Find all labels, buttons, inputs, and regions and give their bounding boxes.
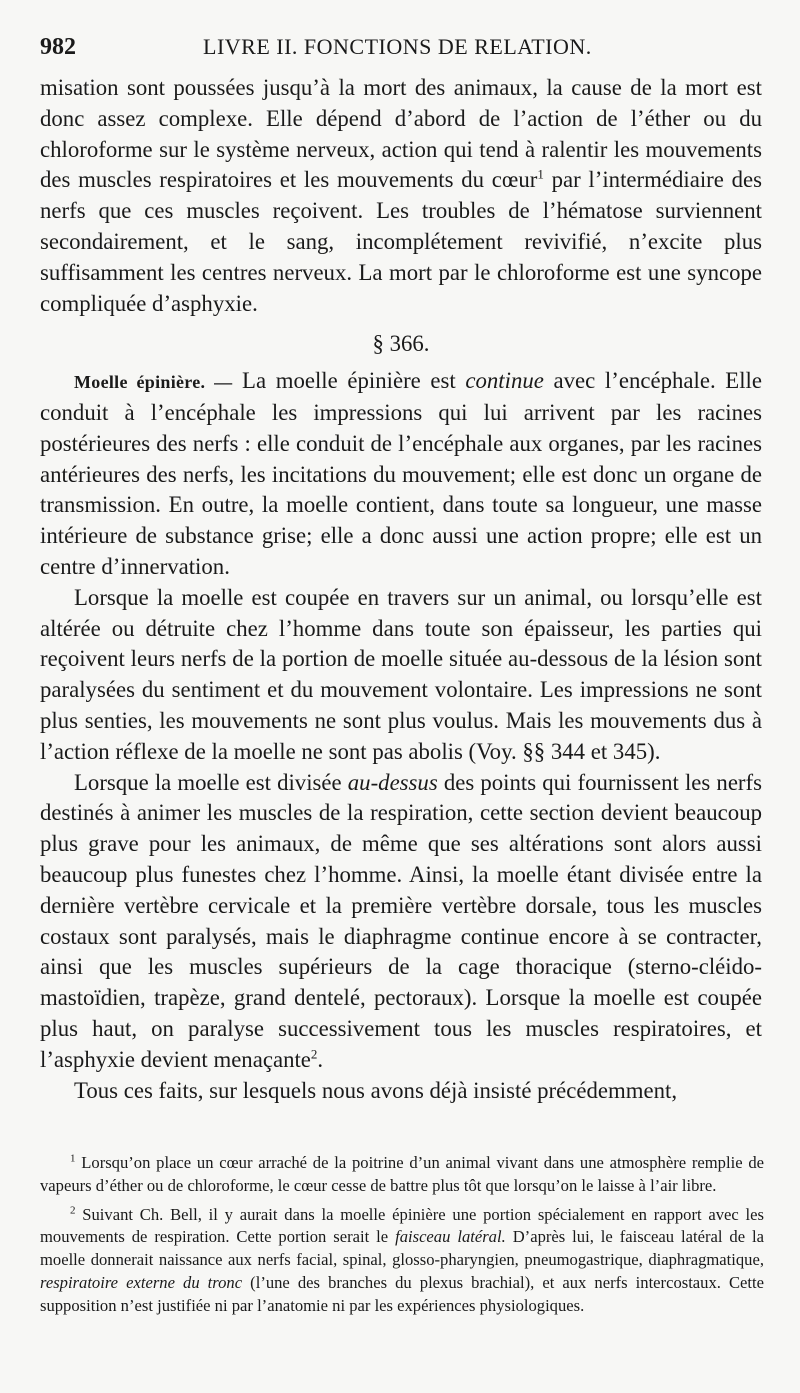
emphasis: continue [465, 368, 544, 394]
footnote-2 [40, 1204, 764, 1318]
paragraph-text: avec l’encéphale. Elle conduit à l’encéphale les impressions qui lui arrivent par les racines postérieures des nerfs : elle conduit de l’encéphale aux organes, par les racines antérieures des nerfs, les incitations du mouvement; elle est donc un organe de transmission. En outre, la moelle contient, dans toute sa longueur, une masse intérieure de substance grise; elle a donc aussi une action propre; elle est un centre d’innervation. [40, 368, 763, 579]
footnote-ref[interactable]: 1 [537, 166, 544, 182]
footnote-marker: 1 [70, 1152, 76, 1165]
running-title: LIVRE II. FONCTIONS DE RELATION. [203, 34, 592, 59]
paragraph-text: Lorsque la moelle est divisée [74, 769, 348, 795]
footnotes [40, 1152, 764, 1318]
footnote-text: D’après lui, le faisceau latéral de la moelle donnerait naissance aux nerfs facial, spinal, glosso-pharyngien, pneumogastrique, diaphragmatique, [40, 1227, 765, 1270]
emphasis: faisceau latéral. [395, 1227, 506, 1247]
footnote-text: Suivant Ch. Bell, il y aurait dans la moelle épinière une portion spécialement en rapport avec les mouvements de respiration. Cette portion serait le [40, 1204, 764, 1247]
paragraph: Lorsque la moelle est coupée en travers sur un animal, ou lorsqu’elle est altérée ou détruite chez l’homme dans toute son épaisseur, les parties qui reçoivent leurs nerfs de la portion de moelle située au-dessous de la lésion sont paralysées du sentiment et du mouvement volontaire. Les impressions ne sont plus senties, les mouvements ne sont plus voulus. Mais les mouvements dus à l’action réflexe de la moelle ne sont pas abolis (Voy. §§ 344 et 345). [40, 584, 762, 764]
footnote-1 [40, 1152, 764, 1198]
section-heading: § 366. [372, 331, 430, 357]
paragraph [40, 768, 762, 1076]
paragraph: Tous ces faits, sur lesquels nous avons déjà insisté précédemment, [74, 1077, 678, 1103]
run-in-heading: Moelle épinière. — [74, 372, 233, 393]
footnote-marker: 2 [70, 1204, 76, 1217]
paragraph-continued [40, 73, 762, 319]
paragraph-text: misation sont poussées jusqu’à la mort des animaux, la cause de la mort est donc assez complexe. Elle dépend d’abord de l’action de l’éther ou du chloroforme sur le système nerveux, action qui tend à ralentir les mouvements des muscles respiratoires et les mouvements du cœur [40, 75, 762, 193]
emphasis: au-dessus [347, 769, 438, 795]
paragraph-text: La moelle épinière est [232, 368, 466, 394]
page-number: 982 [40, 34, 76, 60]
emphasis: respiratoire externe du tronc [40, 1272, 243, 1292]
paragraph-text: . [317, 1046, 324, 1072]
paragraph-text: par l’intermédiaire des nerfs que ces muscles reçoivent. Les troubles de l’hématose surviennent secondairement, et le sang, incomplétement revivifié, n’excite plus suffisamment les centres nerveux. La mort par le chloroforme est une syncope compliquée d’asphyxie. [40, 167, 762, 316]
footnote-ref[interactable]: 2 [310, 1046, 318, 1062]
footnote-text: Lorsqu’on place un cœur arraché de la poitrine d’un animal vivant dans une atmosphère remplie de vapeurs d’éther ou de chloroforme, le cœur cesse de battre plus tôt que lorsqu’on le laisse à l’air libre. [40, 1153, 764, 1195]
paragraph [40, 366, 762, 583]
footnote-text: (l’une des branches du plexus brachial), et aux nerfs intercostaux. Cette supposition n’est justifiée ni par l’anatomie ni par les expériences physiologiques. [40, 1272, 765, 1315]
page-header [40, 28, 762, 64]
paragraph-text: des points qui fournissent les nerfs destinés à animer les muscles de la respiration, cette section devient beaucoup plus grave pour les animaux, de même que ses altérations sont alors aussi beaucoup plus funestes chez l’homme. Ainsi, la moelle étant divisée entre la dernière vertèbre cervicale et la première vertèbre dorsale, tous les muscles costaux sont paralysés, mais le diaphragme continue encore à se contracter, ainsi que les muscles supérieurs de la cage thoracique (sterno-cléido-mastoïdien, trapèze, grand dentelé, pectoraux). Lorsque la moelle est coupée plus haut, on paralyse successivement tous les muscles respiratoires, et l’asphyxie devient menaçante [40, 769, 762, 1072]
main-text [40, 73, 762, 1106]
